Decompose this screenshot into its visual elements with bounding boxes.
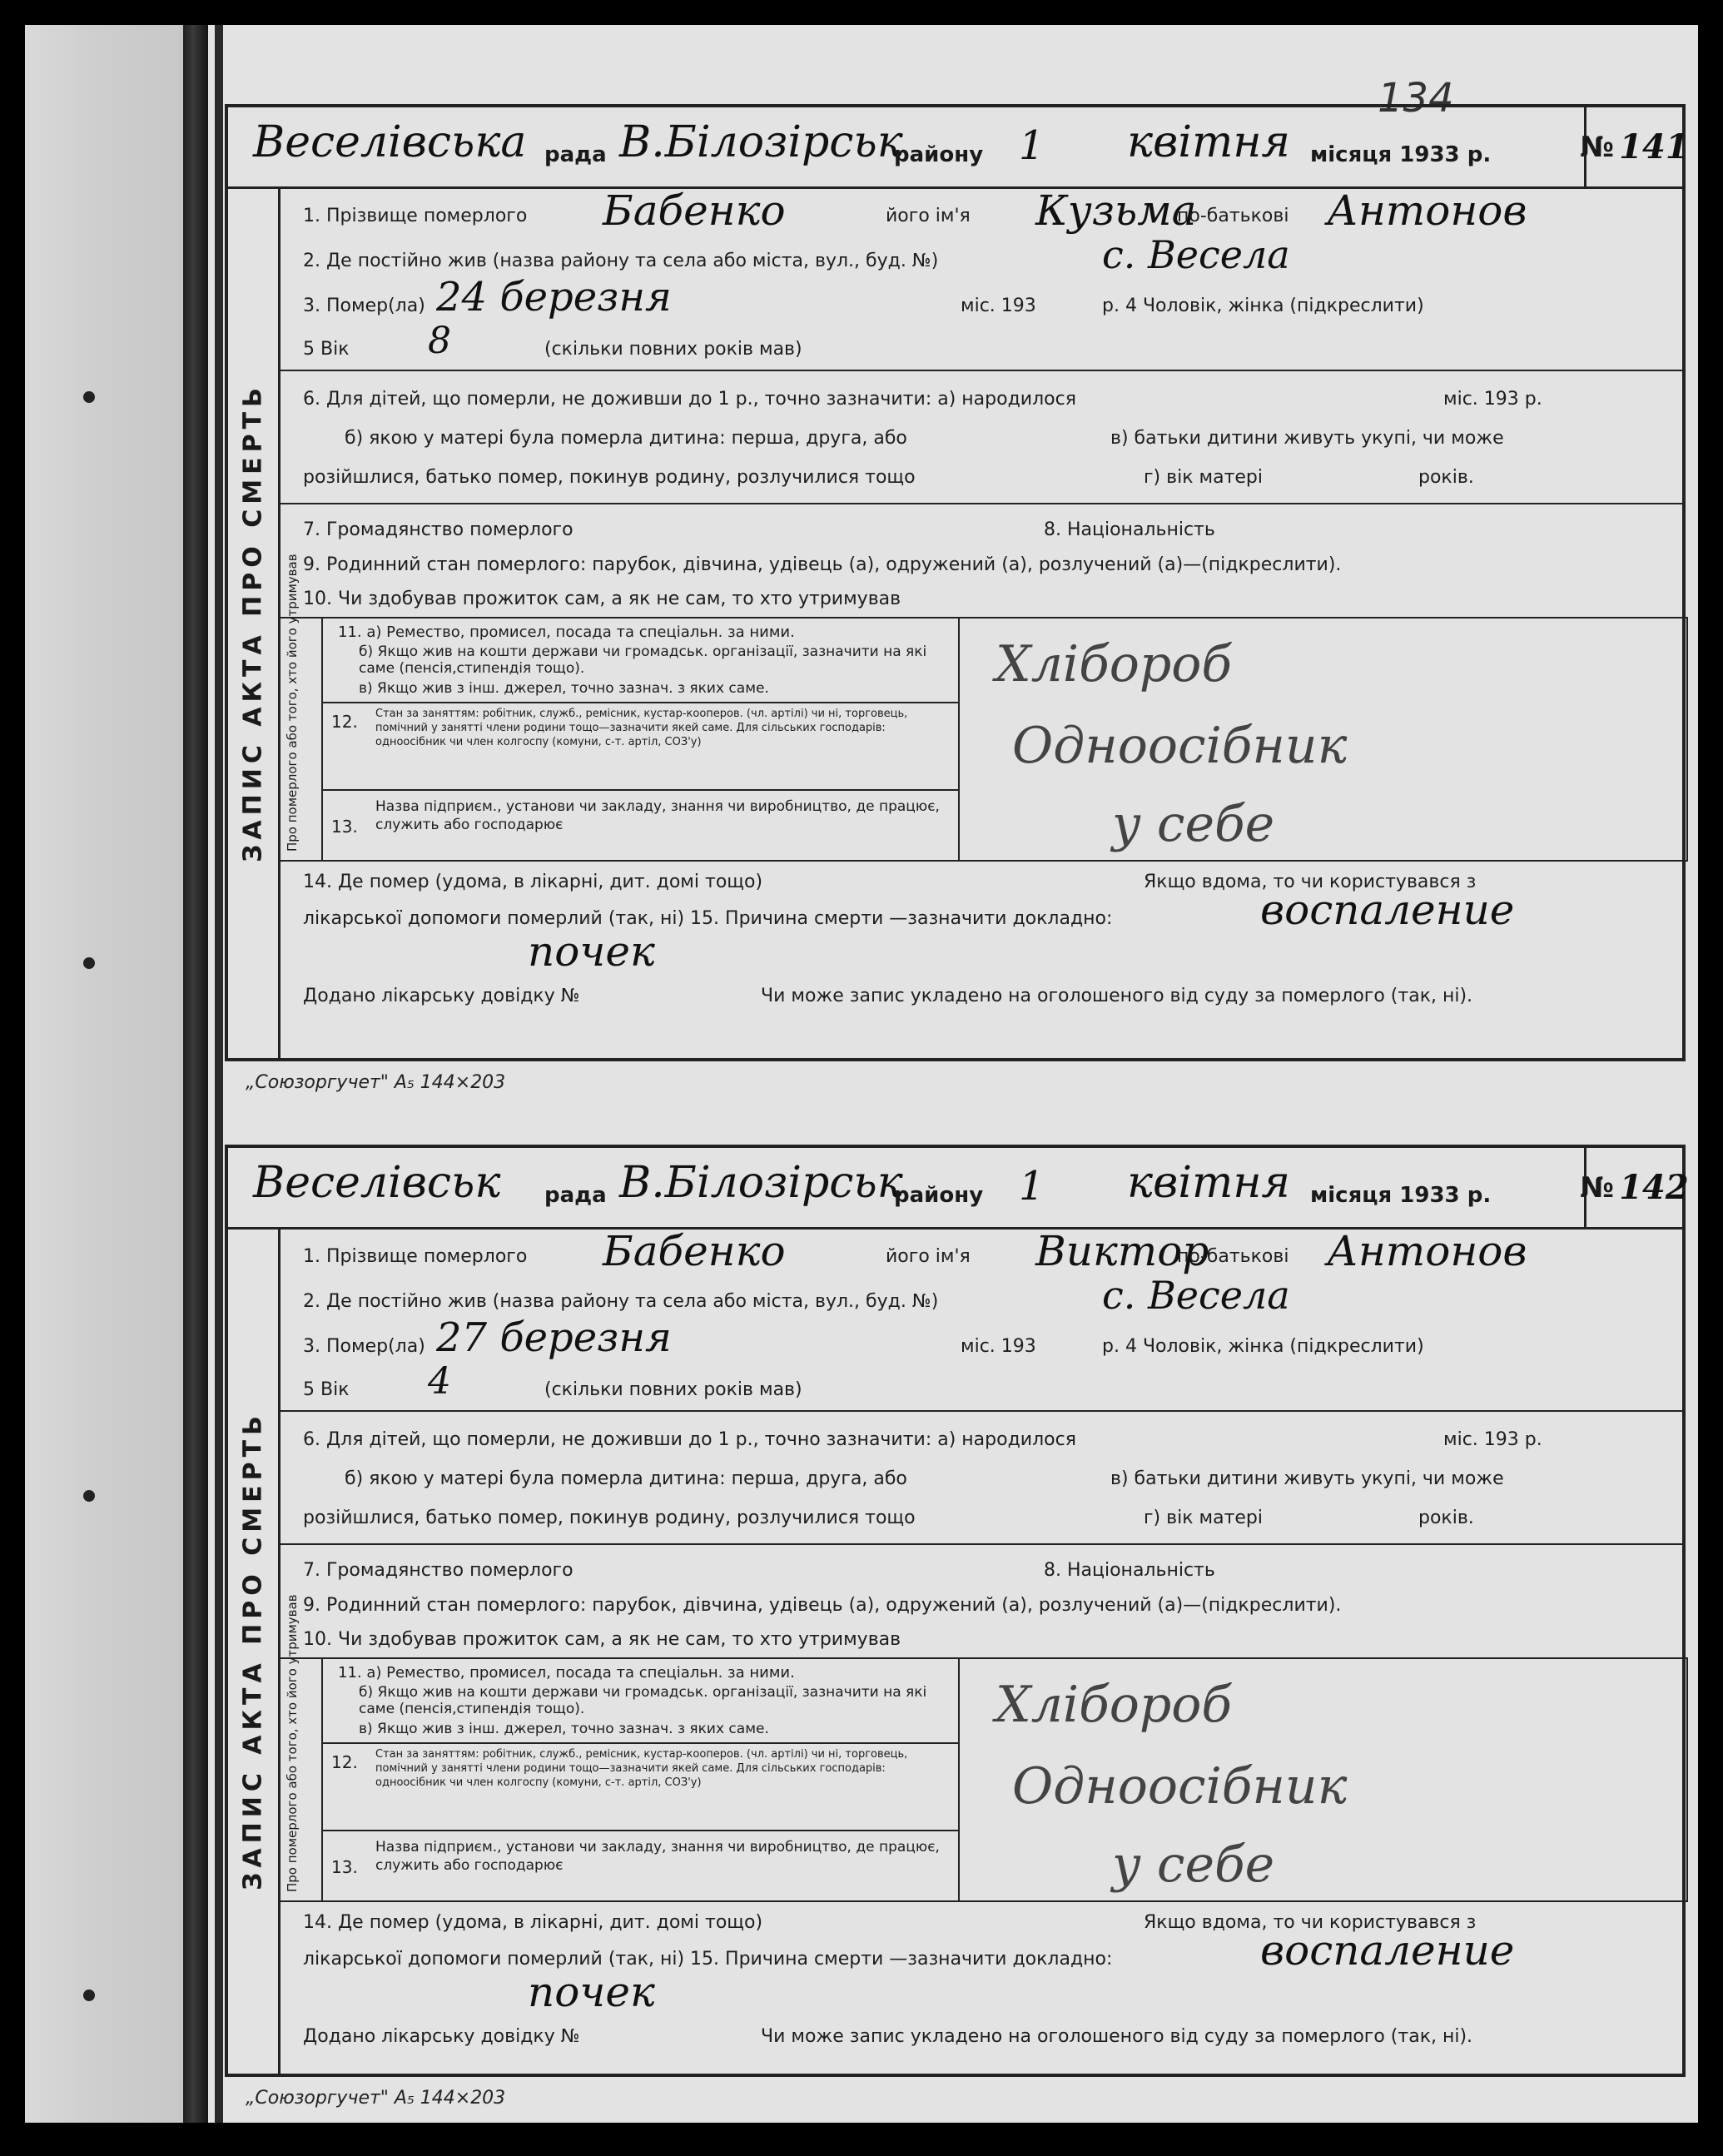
divider — [278, 503, 1682, 504]
side-title: ЗАПИС АКТА ПРО СМЕРТЬ — [238, 382, 268, 862]
archive-page-number: 134 — [1378, 75, 1454, 122]
q6-line1-end: міс. 193 р. — [1443, 389, 1542, 410]
q3-month-label: міс. 193 — [961, 296, 1036, 316]
side-title: ЗАПИС АКТА ПРО СМЕРТЬ — [238, 1410, 268, 1890]
cause-handwritten-1: воспаление — [1260, 1926, 1515, 1975]
district-name-handwritten: В.Білозірськ — [619, 117, 903, 167]
q6-line1: 6. Для дітей, що померли, не доживши до 1 р., точно зазначити: а) народилося — [303, 389, 1076, 410]
q11a: 11. а) Ремество, промисел, посада та спеціальн. за ними. — [338, 1664, 795, 1682]
binding-fold — [183, 25, 208, 2123]
q11b: б) Якщо жив на кошти держави чи громадськ. організації, зазначити на які саме (пенсія,стипендія тощо). — [359, 643, 927, 677]
q14-home-label: Якщо вдома, то чи користувався з — [1144, 872, 1477, 892]
q6-line2: б) якою у матері була померла дитина: перша, друга, або — [345, 428, 907, 449]
death-record-form-2 — [225, 1145, 1689, 2077]
record-number-cell — [1580, 107, 1689, 186]
divider — [278, 1543, 1682, 1545]
farm-status-handwritten: Одноосібник — [1012, 717, 1348, 775]
q2-label: 2. Де постійно жив (назва району та села або міста, вул., буд. №) — [303, 1291, 939, 1312]
council-name-handwritten: Веселівська — [253, 117, 527, 167]
given-name-handwritten: Кузьма — [1035, 186, 1197, 235]
q5-label: 5 Вік — [303, 339, 350, 360]
q6-line3-tail: років. — [1418, 1508, 1474, 1528]
name-label: його ім'я — [886, 206, 971, 226]
q13-text: Назва підприєм., установи чи закладу, знання чи виробництво, де працює, служить або господарює — [375, 1839, 940, 1874]
q15-label: лікарської допомоги померлий (так, ні) 15. Причина смерти —зазначити докладно: — [303, 908, 1113, 929]
q9-label: 9. Родинний стан померлого: парубок, дівчина, удівець (а), одружений (а), розлучений (а)—(підкреслити). — [303, 554, 1342, 575]
occupation-side-label: Про померлого або того, хто його утримував — [285, 1594, 300, 1892]
residence-handwritten: с. Весела — [1102, 1273, 1290, 1318]
month-label: місяця 1933 р. — [1310, 142, 1492, 167]
cause-handwritten-2: почек — [528, 1968, 655, 2016]
q12-text: Стан за заняттям: робітник, служб., ремісник, кустар-кооперов. (чл. артілі) чи ні, торговець, помічний у занятті члени родини тощо—зазначити якей саме. Для сільських господарів: одноосібник чи член колгоспу (комуни, с-т. артіл, СОЗ'у) — [375, 1748, 908, 1789]
q9-label: 9. Родинний стан померлого: парубок, дівчина, удівець (а), одружений (а), розлучений (а)—(підкреслити). — [303, 1595, 1342, 1616]
q3-label: 3. Помер(ла) — [303, 1336, 425, 1357]
surname-handwritten: Бабенко — [603, 186, 786, 235]
q1-label: 1. Прізвище померлого — [303, 1246, 528, 1267]
number-label: № — [1580, 1170, 1615, 1205]
form-footer: „Союзоргучет" А₅ 144×203 — [246, 1072, 506, 1093]
side-title-column — [228, 186, 281, 1058]
death-date-handwritten: 27 березня — [436, 1314, 672, 1361]
occupation-side-label: Про померлого або того, хто його утримував — [285, 554, 300, 852]
q11b: б) Якщо жив на кошти держави чи громадськ. організації, зазначити на які саме (пенсія,стипендія тощо). — [359, 1684, 927, 1717]
q6-line2: б) якою у матері була померла дитина: перша, друга, або — [345, 1468, 907, 1489]
q6-line2-end: в) батьки дитини живуть укупі, чи може — [1110, 428, 1504, 449]
table-rule — [321, 1830, 958, 1831]
punch-hole — [83, 391, 95, 403]
cause-handwritten-1: воспаление — [1260, 886, 1515, 934]
q16-label: Додано лікарську довідку № — [303, 2026, 580, 2047]
occupation-handwritten: Хлібороб — [996, 635, 1233, 693]
page-margin — [25, 25, 183, 2123]
table-rule — [321, 702, 958, 703]
court-label: Чи може запис укладено на оголошеного від суду за померлого (так, ні). — [761, 986, 1473, 1006]
month-label: місяця 1933 р. — [1310, 1183, 1492, 1208]
patronymic-handwritten: Антонов — [1327, 1227, 1527, 1275]
q13-number: 13. — [331, 1857, 358, 1877]
table-rule — [321, 1659, 323, 1900]
number-label: № — [1580, 130, 1615, 164]
divider — [278, 370, 1682, 371]
q6-line3: розійшлися, батько помер, покинув родину, розлучилися тощо — [303, 1508, 916, 1528]
patronymic-handwritten: Антонов — [1327, 186, 1527, 235]
side-title-column — [228, 1227, 281, 2074]
table-rule — [321, 1742, 958, 1744]
q16-label: Додано лікарську довідку № — [303, 986, 580, 1006]
q15-label: лікарської допомоги померлий (так, ні) 15. Причина смерти —зазначити докладно: — [303, 1949, 1113, 1970]
residence-handwritten: с. Весела — [1102, 232, 1290, 277]
day-handwritten: 1 — [1019, 122, 1045, 169]
table-rule — [958, 1659, 960, 1900]
q6-line3-tail: років. — [1418, 467, 1474, 488]
council-label: рада — [544, 1183, 607, 1208]
q6-line3-end: г) вік матері — [1144, 1508, 1263, 1528]
punch-hole — [83, 1990, 95, 2001]
q1-label: 1. Прізвище померлого — [303, 206, 528, 226]
punch-hole — [83, 1490, 95, 1502]
age-handwritten: 8 — [428, 320, 451, 362]
q12-number: 12. — [331, 1752, 358, 1772]
q11c: в) Якщо жив з інш. джерел, точно зазнач. з яких саме. — [359, 680, 769, 697]
council-name-handwritten: Веселівськ — [253, 1158, 501, 1208]
q12-number: 12. — [331, 712, 358, 732]
form-header — [228, 107, 1689, 189]
q3-sex-label: р. 4 Чоловік, жінка (підкреслити) — [1102, 296, 1424, 316]
record-number-handwritten: 142 — [1619, 1168, 1689, 1207]
district-label: району — [894, 142, 984, 167]
day-handwritten: 1 — [1019, 1163, 1045, 1210]
q11a: 11. а) Ремество, промисел, посада та спеціальн. за ними. — [338, 623, 795, 641]
occupation-handwritten: Хлібороб — [996, 1676, 1233, 1734]
q12-text: Стан за заняттям: робітник, служб., ремісник, кустар-кооперов. (чл. артілі) чи ні, торговець, помічний у занятті члени родини тощо—зазначити якей саме. Для сільських господарів: одноосібник чи член колгоспу (комуни, с-т. артіл, СОЗ'у) — [375, 708, 908, 748]
death-record-form-1 — [225, 104, 1689, 1061]
q14-label: 14. Де помер (удома, в лікарні, дит. домі тощо) — [303, 1912, 763, 1933]
q5-label: 5 Вік — [303, 1379, 350, 1400]
punch-hole — [83, 957, 95, 969]
age-suffix: (скільки повних років мав) — [544, 339, 802, 360]
q6-line3-end: г) вік матері — [1144, 467, 1263, 488]
month-handwritten: квітня — [1127, 117, 1290, 167]
q6-line2-end: в) батьки дитини живуть укупі, чи може — [1110, 1468, 1504, 1489]
cause-handwritten-2: почек — [528, 927, 655, 976]
age-suffix: (скільки повних років мав) — [544, 1379, 802, 1400]
given-name-handwritten: Виктор — [1035, 1227, 1209, 1275]
death-date-handwritten: 24 березня — [436, 274, 672, 320]
record-number-cell — [1580, 1148, 1689, 1227]
q10-label: 10. Чи здобував прожиток сам, а як не сам, то хто утримував — [303, 1629, 901, 1650]
q7-label: 7. Громадянство померлого — [303, 1560, 574, 1581]
name-label: його ім'я — [886, 1246, 971, 1267]
age-handwritten: 4 — [428, 1360, 451, 1403]
document-page — [25, 25, 1698, 2123]
divider — [278, 1410, 1682, 1412]
q3-month-label: міс. 193 — [961, 1336, 1036, 1357]
farm-status-handwritten: Одноосібник — [1012, 1757, 1348, 1816]
q3-label: 3. Помер(ла) — [303, 296, 425, 316]
q14-home-label: Якщо вдома, то чи користувався з — [1144, 1912, 1477, 1933]
council-label: рада — [544, 142, 607, 167]
form-footer: „Союзоргучет" А₅ 144×203 — [246, 2088, 506, 2109]
patronymic-label: по-батькові — [1177, 206, 1289, 226]
table-rule — [321, 789, 958, 791]
court-label: Чи може запис укладено на оголошеного від суду за померлого (так, ні). — [761, 2026, 1473, 2047]
q14-label: 14. Де помер (удома, в лікарні, дит. домі тощо) — [303, 872, 763, 892]
q6-line1: 6. Для дітей, що померли, не доживши до 1 р., точно зазначити: а) народилося — [303, 1429, 1076, 1450]
q8-label: 8. Національність — [1044, 1560, 1215, 1581]
patronymic-label: по-батькові — [1177, 1246, 1289, 1267]
q2-label: 2. Де постійно жив (назва району та села або міста, вул., буд. №) — [303, 251, 939, 271]
district-label: району — [894, 1183, 984, 1208]
month-handwritten: квітня — [1127, 1158, 1290, 1208]
workplace-handwritten: у себе — [1112, 795, 1275, 853]
q13-text: Назва підприєм., установи чи закладу, знання чи виробництво, де працює, служить або господарює — [375, 798, 940, 833]
district-name-handwritten: В.Білозірськ — [619, 1158, 903, 1208]
q10-label: 10. Чи здобував прожиток сам, а як не сам, то хто утримував — [303, 589, 901, 609]
binding-edge — [215, 25, 223, 2123]
q3-sex-label: р. 4 Чоловік, жінка (підкреслити) — [1102, 1336, 1424, 1357]
q8-label: 8. Національність — [1044, 519, 1215, 540]
surname-handwritten: Бабенко — [603, 1227, 786, 1275]
q13-number: 13. — [331, 817, 358, 837]
form-header — [228, 1148, 1689, 1230]
table-rule — [321, 618, 323, 860]
q7-label: 7. Громадянство померлого — [303, 519, 574, 540]
q6-line1-end: міс. 193 р. — [1443, 1429, 1542, 1450]
q6-line3: розійшлися, батько помер, покинув родину, розлучилися тощо — [303, 467, 916, 488]
workplace-handwritten: у себе — [1112, 1836, 1275, 1894]
table-rule — [958, 618, 960, 860]
q11c: в) Якщо жив з інш. джерел, точно зазнач. з яких саме. — [359, 1721, 769, 1737]
record-number-handwritten: 141 — [1619, 127, 1689, 166]
